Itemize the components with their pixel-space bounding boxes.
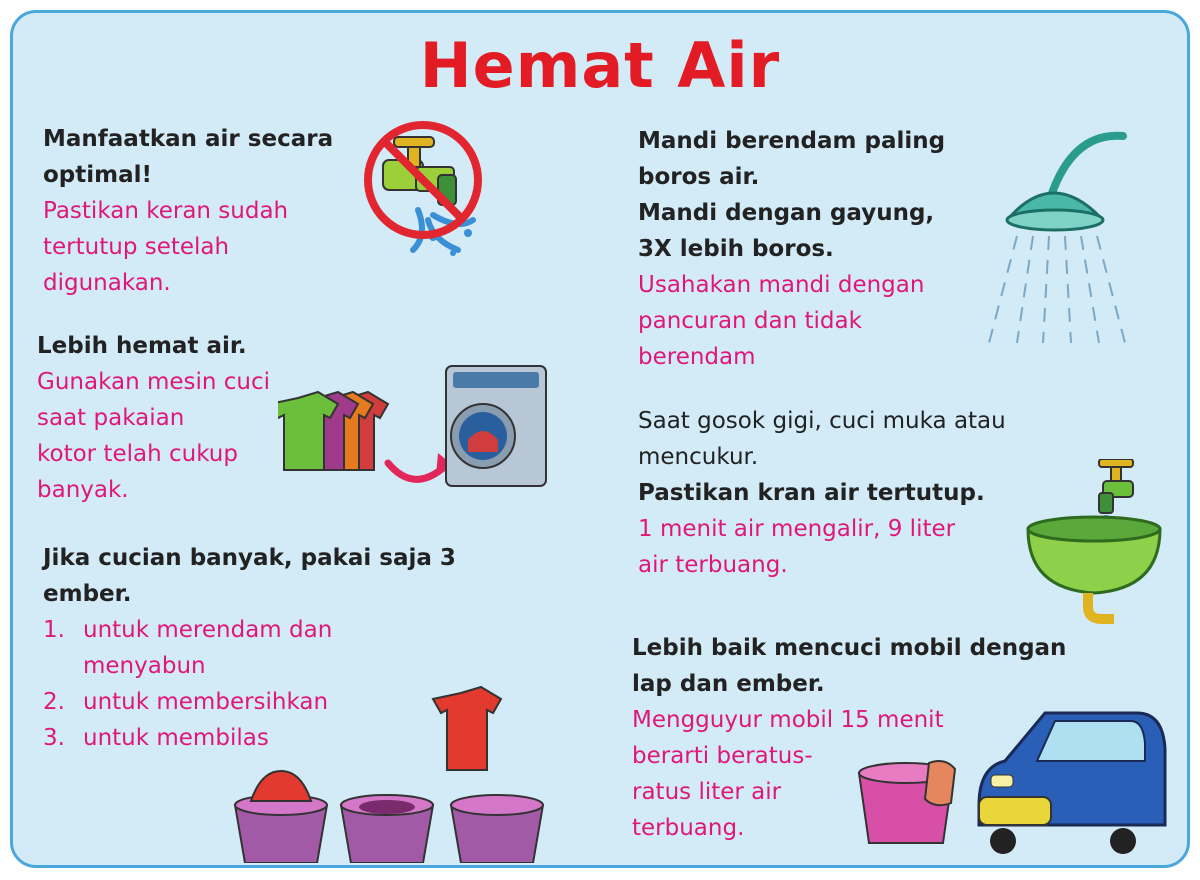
tip-heading-line: optimal! — [43, 162, 153, 188]
tip-heading-line: Jika cucian banyak, pakai saja 3 — [43, 545, 456, 571]
tip-washing-machine — [37, 328, 270, 508]
tip-text-line: saat pakaian — [37, 405, 185, 431]
list-text: untuk membilas — [83, 725, 269, 751]
list-item-continued — [43, 648, 456, 684]
car-icon — [855, 705, 1170, 855]
tip-heading-line: Mandi berendam paling — [638, 128, 946, 154]
list-text: menyabun — [83, 653, 206, 679]
washing-machine-icon — [278, 358, 553, 488]
no-faucet-icon — [358, 115, 498, 265]
tip-text-line: Usahakan mandi dengan — [638, 272, 925, 298]
tip-text-line: berendam — [638, 344, 756, 370]
tip-text-line: Pastikan keran sudah — [43, 198, 289, 224]
tip-heading-line: boros air. — [638, 164, 760, 190]
list-number: 1. — [43, 617, 65, 643]
tip-text-line: air terbuang. — [638, 552, 788, 578]
list-number: 3. — [43, 725, 65, 751]
shower-icon — [973, 128, 1143, 348]
tip-text-line: Gunakan mesin cuci — [37, 369, 271, 395]
tip-heading-line: Lebih hemat air. — [37, 333, 247, 359]
tip-heading-line: 3X lebih boros. — [638, 236, 834, 262]
tip-intro-line: Saat gosok gigi, cuci muka atau — [638, 408, 1006, 434]
tip-text-line: berarti beratus- — [632, 743, 813, 769]
poster-title: Hemat Air — [419, 29, 781, 102]
list-text: untuk membersihkan — [83, 689, 329, 715]
tip-text-line: digunakan. — [43, 270, 171, 296]
bucket-icon — [223, 683, 548, 863]
list-text: untuk merendam dan — [83, 617, 333, 643]
tip-text-line: pancuran dan tidak — [638, 308, 862, 334]
tip-text-line: kotor telah cukup — [37, 441, 238, 467]
tip-heading-line: Mandi dengan gayung, — [638, 200, 935, 226]
tip-text-line: ratus liter air — [632, 779, 782, 805]
tip-text-line: tertutup setelah — [43, 234, 230, 260]
tip-optimal — [43, 121, 333, 301]
tip-text-line: Mengguyur mobil 15 menit — [632, 707, 944, 733]
tip-heading-line: Pastikan kran air tertutup. — [638, 480, 985, 506]
list-item — [43, 612, 456, 648]
sink-icon — [1023, 459, 1168, 624]
list-number: 2. — [43, 689, 65, 715]
tip-heading-line: lap dan ember. — [632, 671, 825, 697]
tip-heading-line: Lebih baik mencuci mobil dengan — [632, 635, 1067, 661]
tip-text-line: terbuang. — [632, 815, 745, 841]
tip-heading-line: ember. — [43, 581, 132, 607]
tip-shower — [638, 123, 945, 375]
tip-text-line: banyak. — [37, 477, 129, 503]
tip-heading-line: Manfaatkan air secara — [43, 126, 334, 152]
tip-intro-line: mencukur. — [638, 444, 759, 470]
poster-card — [10, 10, 1190, 868]
tip-text-line: 1 menit air mengalir, 9 liter — [638, 516, 956, 542]
tip-brush-teeth — [638, 403, 1006, 583]
